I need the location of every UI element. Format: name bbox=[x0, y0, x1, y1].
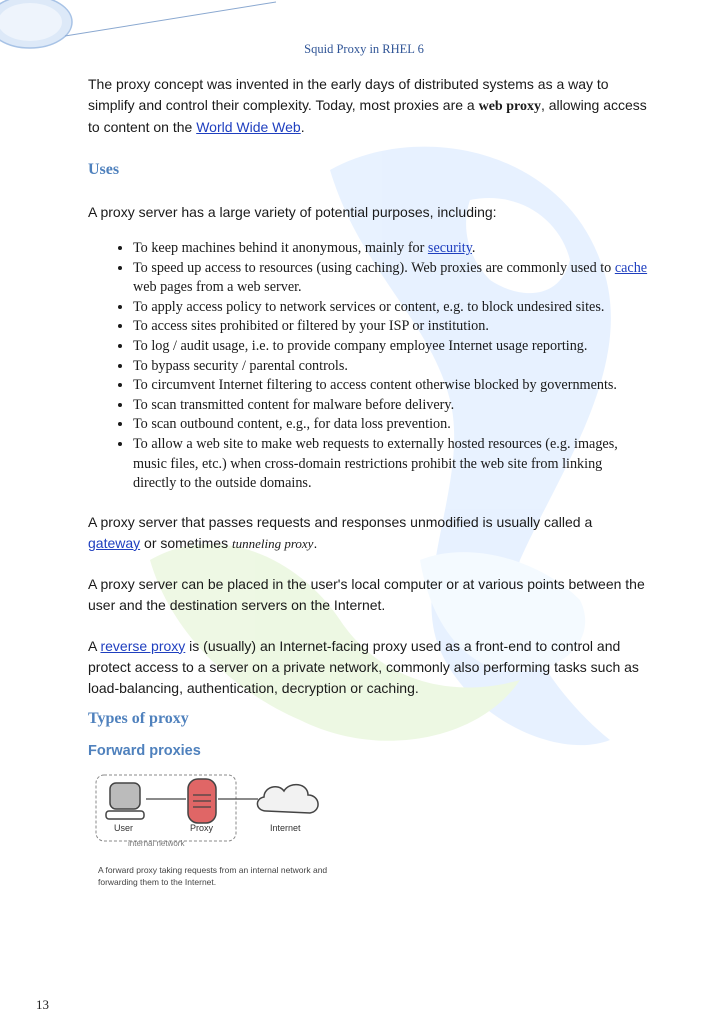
reverse-proxy-paragraph: A reverse proxy is (usually) an Internet-facing proxy used as a front-end to control and protect access to a server on a private network, commonly also performing tasks such as load-balancing, authentication, decryption or caching. bbox=[88, 637, 639, 696]
security-link[interactable]: security bbox=[427, 240, 472, 256]
list-item: • To speed up access to resources (using caching). Web proxies are commonly used to cache web pages from a web server. bbox=[133, 259, 648, 298]
list-item: • To scan outbound content, e.g., for data loss prevention. bbox=[133, 415, 648, 435]
list-item: • To circumvent Internet filtering to access content otherwise blocked by governments. bbox=[133, 376, 648, 396]
cache-link[interactable]: cache bbox=[614, 259, 648, 276]
list-item: • To apply access policy to network services or content, e.g. to block undesired sites. bbox=[133, 298, 648, 318]
forward-proxy-diagram bbox=[88, 771, 338, 891]
list-item: • To bypass security / parental controls. bbox=[133, 357, 648, 377]
gateway-link[interactable]: gateway bbox=[88, 534, 141, 551]
proxy-label: Proxy bbox=[190, 822, 214, 833]
internet-label: Internet bbox=[270, 822, 301, 833]
reverse-proxy-link[interactable]: reverse proxy bbox=[100, 637, 186, 654]
list-item: • To allow a web site to make web requests to externally hosted resources (e.g. images, music files, etc.) when cross-domain restrictions prohibit the web site from linking directly to the outside domains. bbox=[133, 435, 648, 494]
uses-heading: Uses bbox=[88, 161, 120, 178]
list-item: • To keep machines behind it anonymous, mainly for security. bbox=[133, 239, 648, 259]
gateway-paragraph: A proxy server that passes requests and responses unmodified is usually called a gateway or sometimes tunneling proxy. bbox=[88, 513, 593, 551]
user-computer-icon bbox=[106, 783, 144, 819]
page-content bbox=[88, 74, 648, 891]
page-number: 13 bbox=[36, 997, 49, 1012]
corner-decoration bbox=[0, 0, 300, 70]
running-header-title: Squid Proxy in RHEL 6 bbox=[304, 42, 424, 56]
tunneling-proxy-term: tunneling proxy bbox=[231, 535, 314, 551]
world-wide-web-link[interactable]: World Wide Web bbox=[196, 119, 301, 135]
list-item: • To access sites prohibited or filtered by your ISP or institution. bbox=[133, 317, 648, 337]
list-item: • To log / audit usage, i.e. to provide company employee Internet usage reporting. bbox=[133, 337, 648, 357]
uses-lead: A proxy server has a large variety of potential purposes, including: bbox=[88, 204, 497, 220]
forward-proxy-svg bbox=[88, 771, 338, 863]
placement-paragraph: A proxy server can be placed in the user's local computer or at various points between the user and the destination servers on the Internet. bbox=[88, 575, 645, 613]
internal-network-label: internal network bbox=[128, 838, 185, 848]
forward-proxies-heading: Forward proxies bbox=[88, 742, 201, 759]
types-of-proxy-heading: Types of proxy bbox=[88, 709, 189, 727]
internet-cloud-icon bbox=[257, 784, 318, 812]
intro-paragraph: The proxy concept was invented in the early days of distributed systems as a way to simplify and control their complexity. Today, most proxies are a web proxy, allowing access to content on the World Wide Web. bbox=[88, 76, 647, 135]
figure-caption: A forward proxy taking requests from an internal network and forwarding them to the Internet. bbox=[98, 864, 328, 887]
user-label: User bbox=[114, 822, 134, 833]
uses-list bbox=[88, 239, 648, 494]
web-proxy-term: web proxy bbox=[478, 99, 541, 114]
proxy-server-icon bbox=[188, 779, 216, 823]
list-item: • To scan transmitted content for malware before delivery. bbox=[133, 396, 648, 416]
